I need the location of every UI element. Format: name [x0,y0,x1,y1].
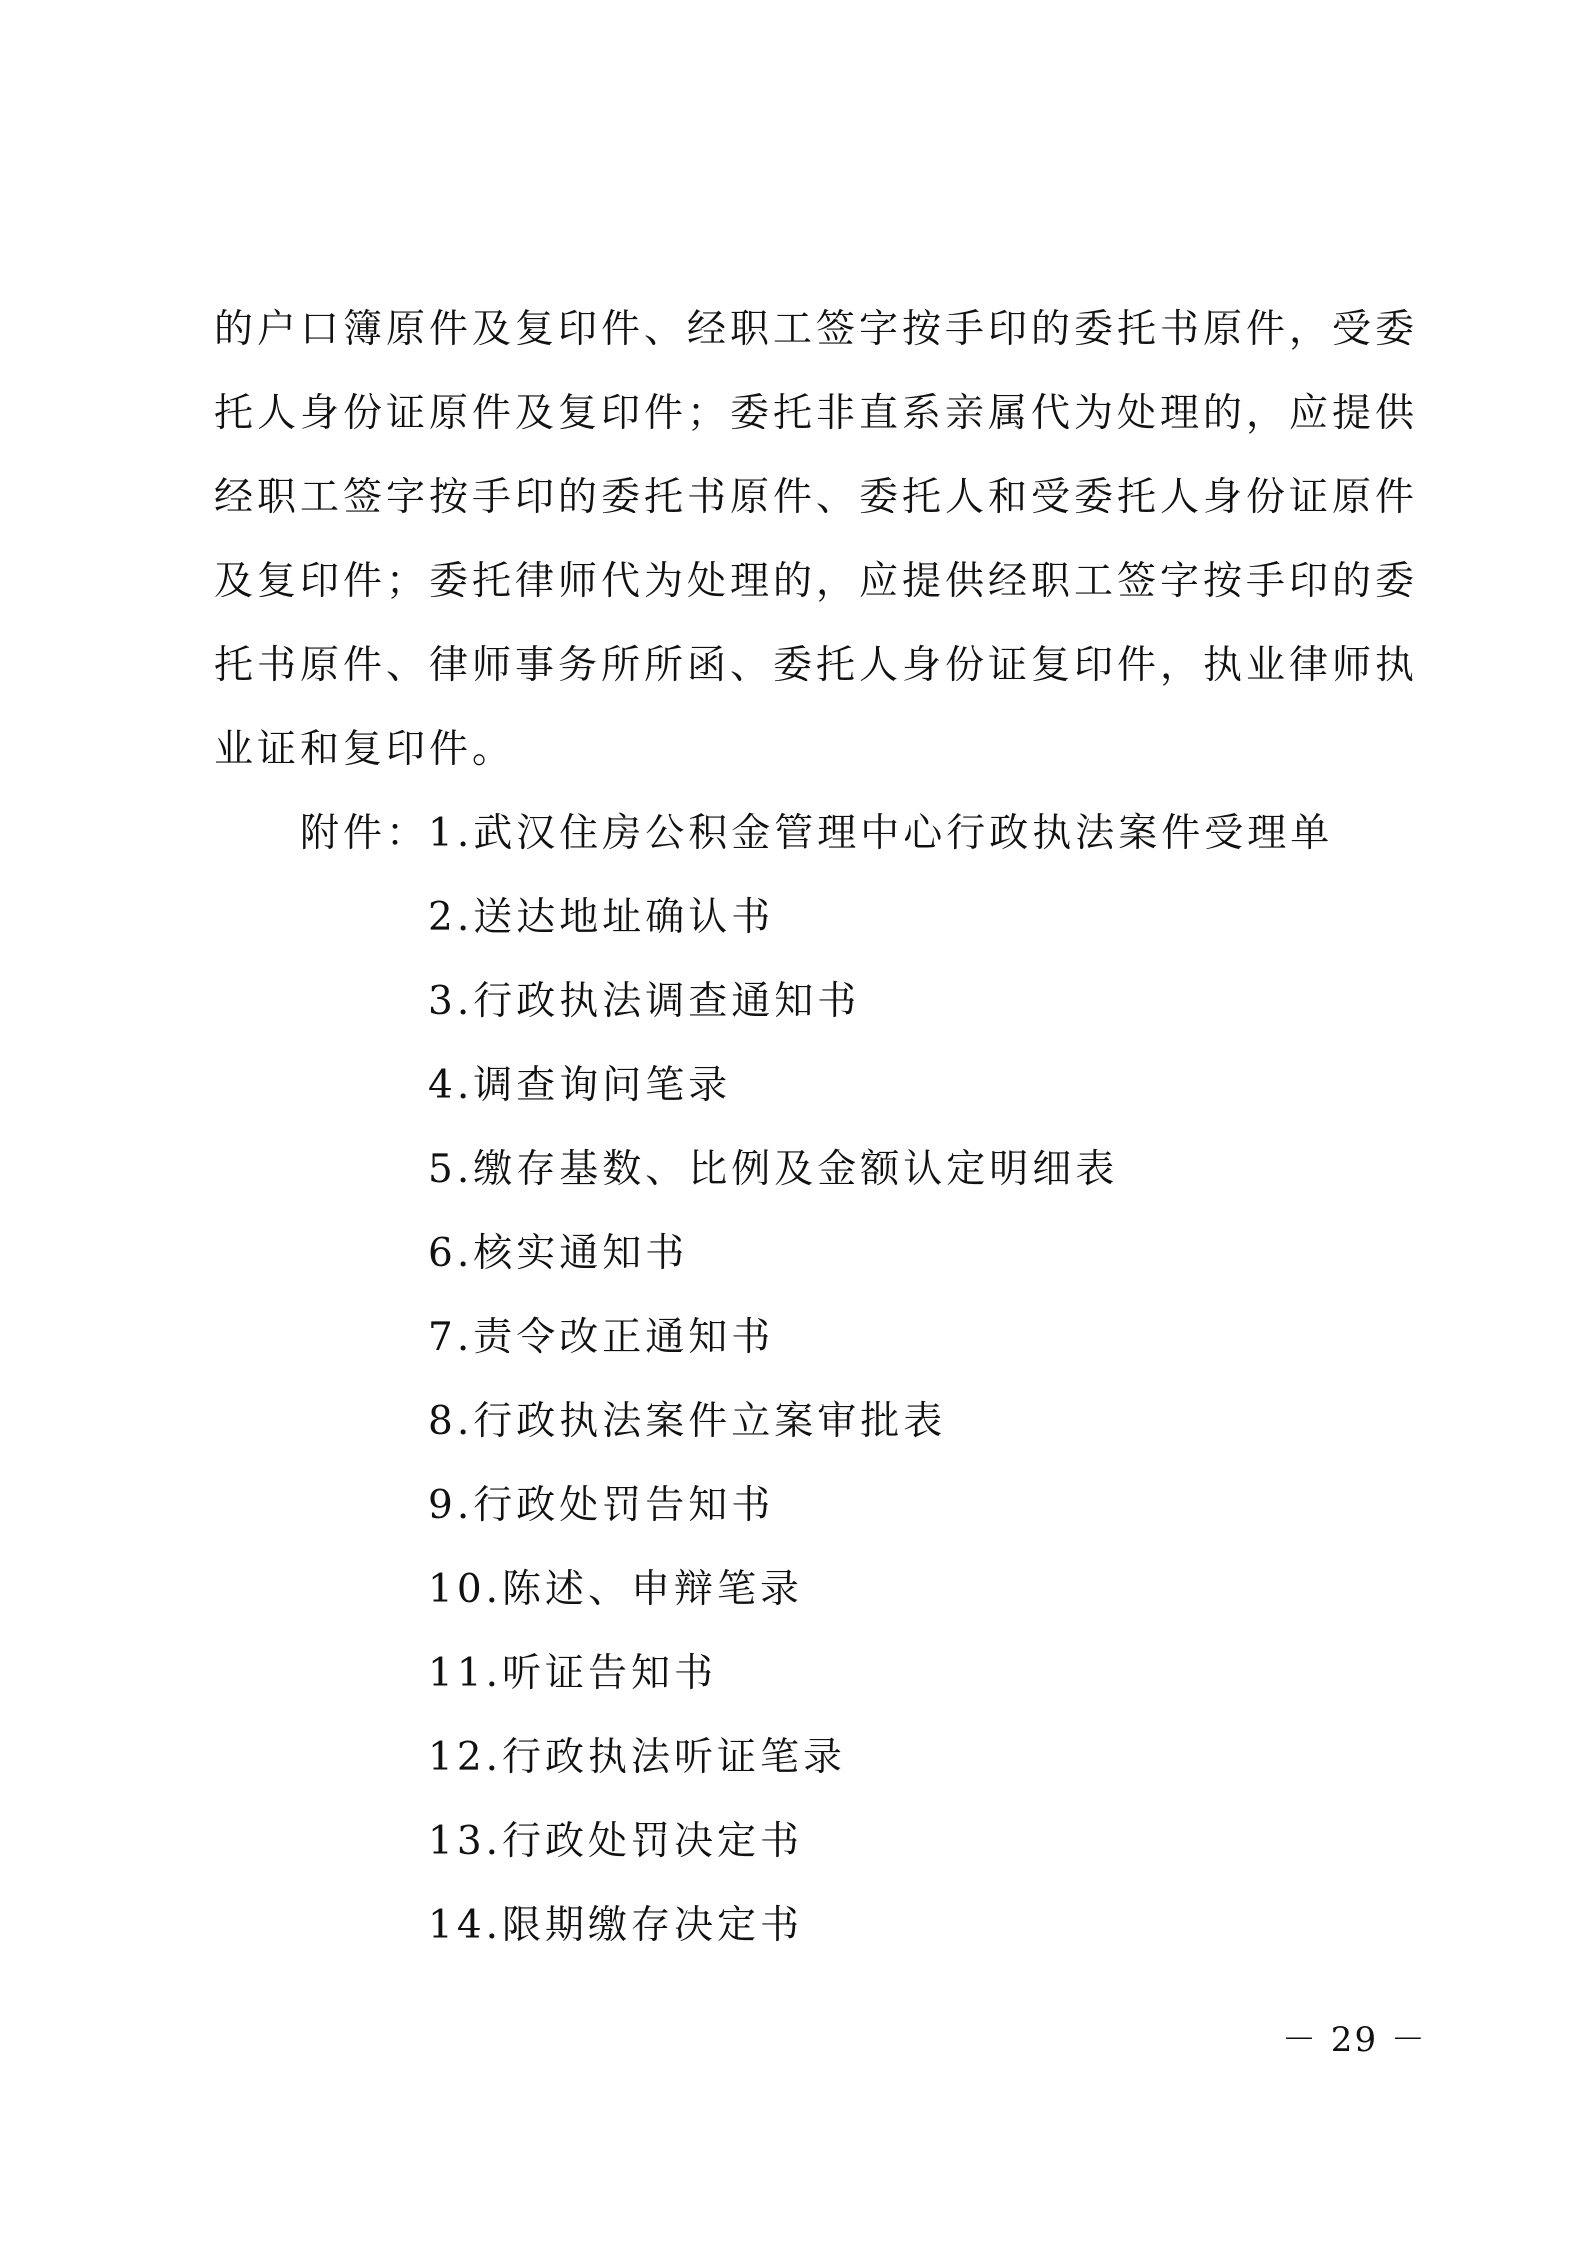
paragraph-line: 业证和复印件。 [214,727,516,772]
attachment-row [300,1632,1333,1716]
attachment-item: 6.核实通知书 [428,1231,689,1276]
attachment-row [300,1884,1333,1968]
page-number: － 29 － [1282,2020,1427,2060]
attachment-row [300,792,1333,876]
attachment-row [300,876,1333,960]
paragraph-line: 托人身份证原件及复印件；委托非直系亲属代为处理的，应提供 [214,391,1419,436]
attachment-row [300,1212,1333,1296]
attachment-row [300,1800,1333,1884]
attachment-item: 7.责令改正通知书 [428,1315,775,1360]
attachment-item: 10.陈述、申辩笔录 [428,1567,804,1612]
attachment-item: 11.听证告知书 [428,1651,718,1696]
attachment-row [300,1128,1333,1212]
attachment-label: 附件： [300,811,430,856]
paragraph-line: 及复印件；委托律师代为处理的，应提供经职工签字按手印的委 [214,559,1419,604]
paragraph-line: 经职工签字按手印的委托书原件、委托人和受委托人身份证原件 [214,475,1419,520]
attachment-row [300,1044,1333,1128]
attachment-item: 5.缴存基数、比例及金额认定明细表 [428,1147,1119,1192]
attachment-item: 4.调查询问笔录 [428,1063,732,1108]
attachment-item: 14.限期缴存决定书 [428,1903,804,1948]
attachment-item: 8.行政执法案件立案审批表 [428,1399,947,1444]
attachment-item: 9.行政处罚告知书 [428,1483,775,1528]
attachment-item: 13.行政处罚决定书 [428,1819,804,1864]
body-paragraph [214,288,1419,792]
paragraph-line: 的户口簿原件及复印件、经职工签字按手印的委托书原件，受委 [214,307,1419,352]
attachment-row [300,1464,1333,1548]
attachment-item: 3.行政执法调查通知书 [428,979,861,1024]
attachment-row [300,1296,1333,1380]
attachment-row [300,1716,1333,1800]
attachment-row [300,1548,1333,1632]
attachment-list [300,792,1333,1968]
attachment-row [300,960,1333,1044]
attachment-row [300,1380,1333,1464]
paragraph-line: 托书原件、律师事务所所函、委托人身份证复印件，执业律师执 [214,643,1419,688]
attachment-item: 1.武汉住房公积金管理中心行政执法案件受理单 [428,811,1334,856]
attachment-item: 2.送达地址确认书 [428,895,775,940]
attachment-item: 12.行政执法听证笔录 [428,1735,847,1780]
